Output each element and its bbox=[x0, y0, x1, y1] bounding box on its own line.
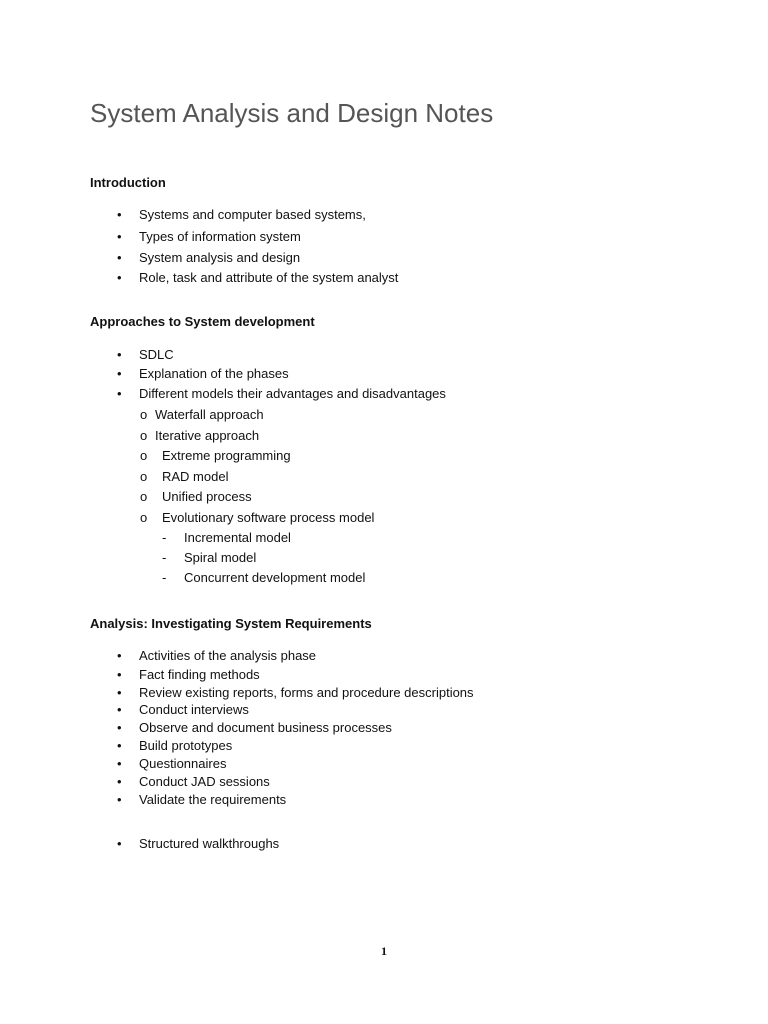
sub-bullet-marker: o bbox=[140, 448, 148, 463]
section-heading-introduction: Introduction bbox=[90, 175, 166, 190]
list-item: Activities of the analysis phase bbox=[139, 648, 317, 663]
list-item: System analysis and design bbox=[139, 250, 301, 265]
list-item: Observe and document business processes bbox=[139, 720, 392, 735]
list-item: SDLC bbox=[139, 347, 174, 362]
subsub-list-item: Incremental model bbox=[184, 530, 291, 545]
bullet-marker: • bbox=[117, 386, 122, 401]
subsub-bullet-marker: - bbox=[162, 550, 167, 565]
list-item: Types of information system bbox=[139, 229, 301, 244]
bullet-marker: • bbox=[117, 738, 122, 753]
sub-bullet-marker: o bbox=[140, 489, 148, 504]
list-item: Role, task and attribute of the system analyst bbox=[139, 270, 399, 285]
list-item: Fact finding methods bbox=[139, 667, 260, 682]
bullet-marker: • bbox=[117, 648, 122, 663]
sub-list-item: Evolutionary software process model bbox=[162, 510, 375, 525]
section-heading-analysis: Analysis: Investigating System Requirements bbox=[90, 616, 372, 631]
sub-bullet-marker: o bbox=[140, 469, 148, 484]
bullet-marker: • bbox=[117, 229, 122, 244]
subsub-list-item: Concurrent development model bbox=[184, 570, 366, 585]
bullet-marker: • bbox=[117, 270, 122, 285]
list-item: Structured walkthroughs bbox=[139, 836, 280, 851]
section-heading-approaches: Approaches to System development bbox=[90, 314, 315, 329]
sub-list-item: Extreme programming bbox=[162, 448, 291, 463]
sub-list-item: Unified process bbox=[162, 489, 252, 504]
list-item: Conduct interviews bbox=[139, 702, 249, 717]
subsub-bullet-marker: - bbox=[162, 530, 167, 545]
list-item: Validate the requirements bbox=[139, 792, 287, 807]
bullet-marker: • bbox=[117, 792, 122, 807]
subsub-bullet-marker: - bbox=[162, 570, 167, 585]
list-item: Questionnaires bbox=[139, 756, 227, 771]
list-item: Systems and computer based systems, bbox=[139, 207, 366, 222]
bullet-marker: • bbox=[117, 347, 122, 362]
list-item: Review existing reports, forms and procedure descriptions bbox=[139, 685, 474, 700]
bullet-marker: • bbox=[117, 667, 122, 682]
list-item: Build prototypes bbox=[139, 738, 233, 753]
sub-list-item: RAD model bbox=[162, 469, 229, 484]
bullet-marker: • bbox=[117, 756, 122, 771]
list-item: Explanation of the phases bbox=[139, 366, 289, 381]
bullet-marker: • bbox=[117, 207, 122, 222]
bullet-marker: • bbox=[117, 836, 122, 851]
list-item: Different models their advantages and disadvantages bbox=[139, 386, 446, 401]
bullet-marker: • bbox=[117, 685, 122, 700]
sub-bullet-marker: o bbox=[140, 510, 148, 525]
subsub-list-item: Spiral model bbox=[184, 550, 257, 565]
list-item: Conduct JAD sessions bbox=[139, 774, 270, 789]
sub-bullet-marker: o bbox=[140, 407, 148, 422]
bullet-marker: • bbox=[117, 702, 122, 717]
bullet-marker: • bbox=[117, 366, 122, 381]
page-title: System Analysis and Design Notes bbox=[90, 98, 494, 128]
page-number: 1 bbox=[381, 944, 387, 958]
bullet-marker: • bbox=[117, 720, 122, 735]
sub-list-item: Waterfall approach bbox=[155, 407, 264, 422]
sub-bullet-marker: o bbox=[140, 428, 148, 443]
bullet-marker: • bbox=[117, 774, 122, 789]
bullet-marker: • bbox=[117, 250, 122, 265]
sub-list-item: Iterative approach bbox=[155, 428, 260, 443]
